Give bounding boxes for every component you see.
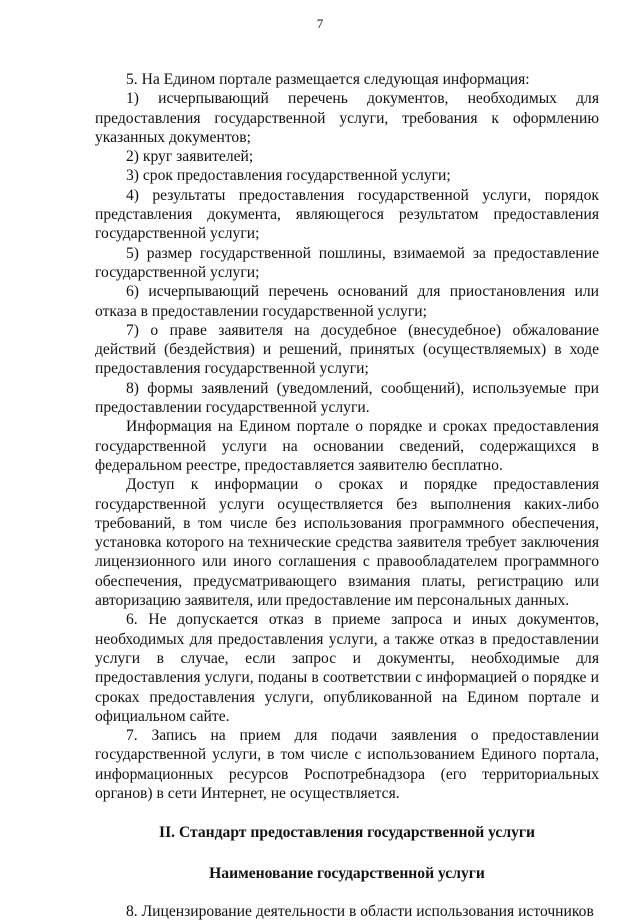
list-item-2: 2) круг заявителей; bbox=[126, 148, 254, 166]
document-body bbox=[95, 70, 599, 921]
list-item-7: 7) о праве заявителя на досудебное (внесудебное) обжалование действий (бездействия) и решений, принятых (осуществляемых) в ходе предоставления государственной услуги; bbox=[95, 321, 599, 378]
paragraph-6: 6. Не допускается отказ в приеме запроса и иных документов, необходимых для предоставления услуги, а также отказ в предоставлении услуги в случае, если запрос и документы, необходимые для предоставления услуги, поданы в соответствии с информацией о порядке и сроках предоставления услуги, опубликованной на Едином портале и официальном сайте. bbox=[95, 611, 599, 725]
list-item-3: 3) срок предоставления государственной услуги; bbox=[126, 167, 451, 185]
paragraph-8: 8. Лицензирование деятельности в области использования источников bbox=[126, 902, 594, 920]
list-item-1: 1) исчерпывающий перечень документов, необходимых для предоставления государственной услуги, требования к оформлению указанных документов; bbox=[95, 90, 599, 146]
paragraph-5-intro: 5. На Едином портале размещается следующая информация: bbox=[126, 71, 530, 88]
paragraph-7: 7. Запись на прием для подачи заявления о предоставлении государственной услуги, в том числе с использованием Единого портала, информационных ресурсов Роспотребнадзора (его территориальных органов) в сети Интернет, не осуществляется. bbox=[95, 727, 599, 802]
section-heading: II. Стандарт предоставления государственной услуги bbox=[159, 824, 535, 842]
list-item-5: 5) размер государственной пошлины, взимаемой за предоставление государственной услуги; bbox=[95, 244, 599, 281]
page-number: 7 bbox=[316, 16, 324, 31]
list-item-8: 8) формы заявлений (уведомлений, сообщений), используемые при предоставлении государственной услуги. bbox=[95, 379, 599, 417]
paragraph-access: Доступ к информации о сроках и порядке предоставления государственной услуги осуществляется без выполнения каких-либо требований, в том числе без использования программного обеспечения, установка которого на технические средства заявителя требует заключения лицензионного или иного соглашения с правообладателем программного обеспечения, предусматривающего взимания платы, регистрацию или авторизацию заявителя, или предоставление им персональных данных. bbox=[95, 476, 599, 610]
list-item-4: 4) результаты предоставления государственной услуги, порядок представления документа, являющегося результатом предоставления государственной услуги; bbox=[95, 186, 599, 243]
paragraph-info-free: Информация на Едином портале о порядке и сроках предоставления государственной услуги на основании сведений, содержащихся в федеральном реестре, предоставляется заявителю бесплатно. bbox=[95, 418, 599, 474]
subsection-heading: Наименование государственной услуги bbox=[209, 864, 485, 882]
list-item-6: 6) исчерпывающий перечень оснований для приостановления или отказа в предоставлении государственной услуги; bbox=[95, 283, 599, 320]
